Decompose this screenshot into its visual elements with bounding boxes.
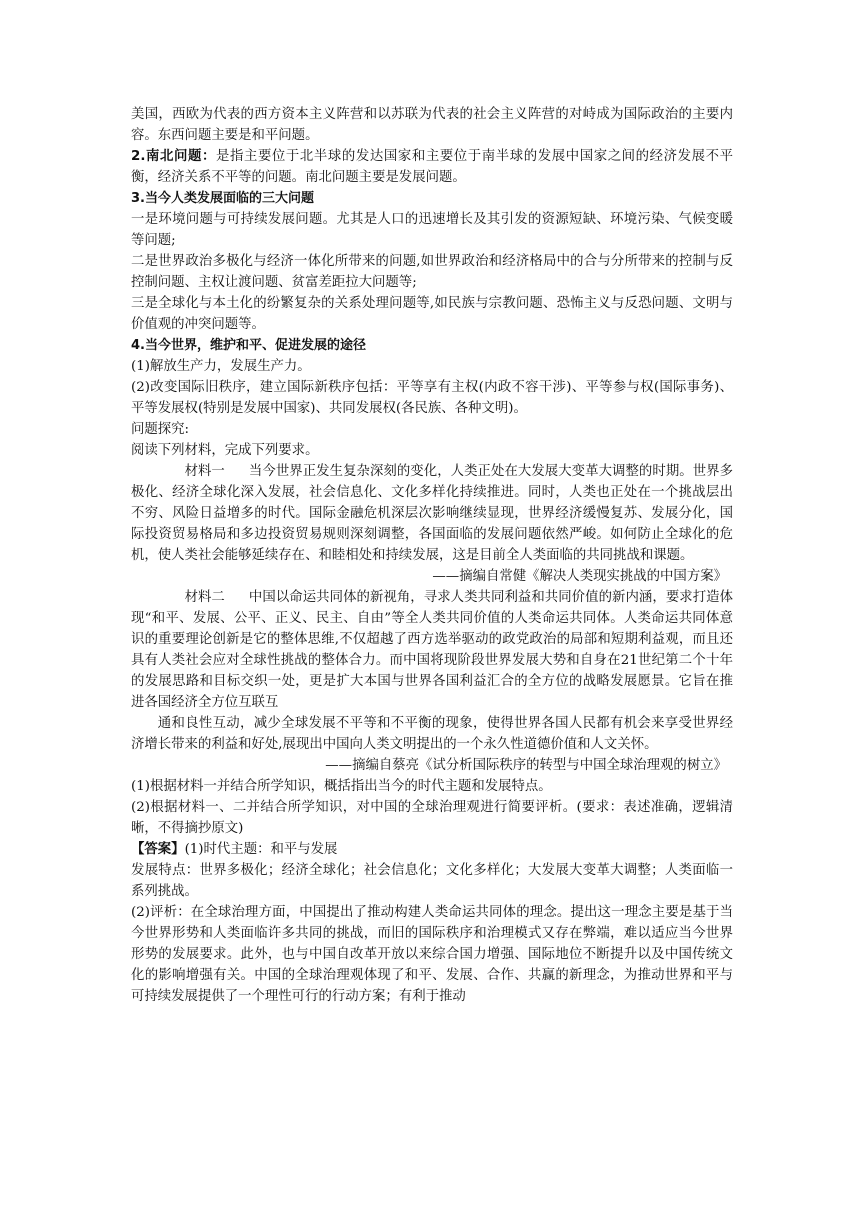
paragraph-east-west: 美国，西欧为代表的西方资本主义阵营和以苏联为代表的社会主义阵营的对峙成为国际政治的主要内容。东西问题主要是和平问题。: [131, 107, 733, 143]
issue-two: 二是世界政治多极化与经济一体化所带来的问题,如世界政治和经济格局中的合与分所带来的控制与反控制问题、主权让渡问题、贫富差距拉大问题等;: [131, 254, 733, 290]
document-body: [131, 104, 733, 1007]
material-two-source: ——摘编自蔡亮《试分析国际秩序的转型与中国全球治理观的树立》: [325, 758, 727, 773]
issue-three: 三是全球化与本土化的纷繁复杂的关系处理问题等,如民族与宗教问题、恐怖主义与反恐问题、文明与价值观的冲突问题等。: [131, 296, 733, 332]
path-two: (2)改变国际旧秩序，建立国际新秩序包括：平等享有主权(内政不容干涉)、平等参与权(国际事务)、平等发展权(特别是发展中国家)、共同发展权(各民族、各种文明)。: [131, 380, 733, 416]
issue-one: 一是环境问题与可持续发展问题。尤其是人口的迅速增长及其引发的资源短缺、环境污染、气候变暖等问题;: [131, 212, 733, 248]
answer-part-two: (2)评析：在全球治理方面，中国提出了推动构建人类命运共同体的理念。提出这一理念主要是基于当今世界形势和人类面临许多共同的挑战，而旧的国际秩序和治理模式又存在弊端，难以适应当今世界形势的发展要求。此外，也与中国自改革开放以来综合国力增强、国际地位不断提升以及中国传统文化的影响增强有关。中国的全球治理观体现了和平、发展、合作、共赢的新理念，为推动世界和平与可持续发展提供了一个理性可行的行动方案；有利于推动: [131, 905, 733, 1004]
question-two: (2)根据材料一、二并结合所学知识，对中国的全球治理观进行简要评析。(要求：表述准确，逻辑清晰，不得摘抄原文): [131, 800, 733, 836]
question-explore-label: 问题探究:: [131, 422, 190, 437]
section-heading-4: 4.当今世界，维护和平、促进发展的途径: [131, 338, 366, 353]
material-two-label: 材料二: [184, 590, 225, 605]
path-one: (1)解放生产力，发展生产力。: [131, 359, 311, 374]
question-one: (1)根据材料一并结合所学知识，概括指出当今的时代主题和发展特点。: [131, 779, 552, 794]
answer-label: 【答案】: [131, 842, 185, 857]
answer-part-one: 【答案】(1)时代主题：和平与发展: [131, 842, 338, 857]
section-heading-3: 3.当今人类发展面临的三大问题: [131, 191, 314, 206]
paragraph-north-south: 2.南北问题：是指主要位于北半球的发达国家和主要位于南半球的发展中国家之间的经济发展不平衡，经济关系不平等的问题。南北问题主要是发展问题。: [131, 149, 734, 185]
north-south-heading: 2.南北问题：: [131, 149, 216, 164]
material-two: 材料二 中国以命运共同体的新视角，寻求人类共同利益和共同价值的新内涵，要求打造体现“和平、发展、公平、正义、民主、自由”等全人类共同价值的人类命运共同体。人类命运共同体意识的重要理论创新是它的整体思维,不仅超越了西方选举驱动的政党政治的局部和短期利益观，而且还具有人类社会应对全球性挑战的整体合力。而中国将现阶段世界发展大势和自身在21世纪第二个十年的发展思路和目标交织一处，更是扩大本国与世界各国利益汇合的全方位的战略发展愿景。它旨在推进各国经济全方位互联互: [131, 587, 733, 713]
answer-features: 发展特点：世界多极化；经济全球化；社会信息化；文化多样化；大发展大变革大调整；人类面临一系列挑战。: [131, 863, 733, 899]
material-one-source: ——摘编自常健《解决人类现实挑战的中国方案》: [432, 569, 727, 584]
material-one: 材料一 当今世界正发生复杂深刻的变化，人类正处在大发展大变革大调整的时期。世界多极化、经济全球化深入发展，社会信息化、文化多样化持续推进。同时，人类也正处在一个挑战层出不穷、风险日益增多的时代。国际金融危机深层次影响继续显现，世界经济缓慢复苏、发展分化，国际投资贸易格局和多边投资贸易规则深刻调整，各国面临的发展问题依然严峻。如何防止全球化的危机，使人类社会能够延续存在、和睦相处和持续发展，这是目前全人类面临的共同挑战和课题。: [131, 461, 733, 566]
material-two-continued: 通和良性互动，减少全球发展不平等和不平衡的现象，使得世界各国人民都有机会来享受世界经济增长带来的利益和好处,展现出中国向人类文明提出的一个永久性道德价值和人文关怀。: [131, 716, 733, 752]
question-instruction: 阅读下列材料，完成下列要求。: [131, 443, 319, 458]
material-one-label: 材料一: [184, 464, 225, 479]
